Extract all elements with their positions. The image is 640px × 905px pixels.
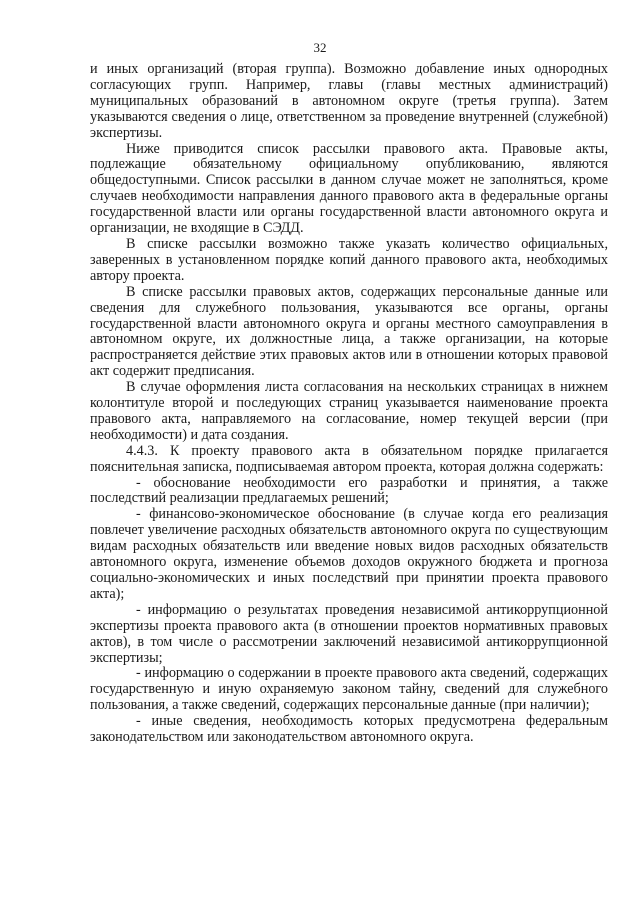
paragraph: В списке рассылки правовых актов, содержащих персональные данные или сведения для служебного пользования, указываются все органы, органы государственной власти автономного округа и органы местного самоуправления в автономном округе, их должностные лица, а также организации, на которые распространяется действие этих правовых актов или в отношении которых правовой акт содержит предписания. xyxy=(90,283,608,380)
list-item: - финансово-экономическое обоснование (в случае когда его реализация повлечет увеличение расходных обязательств автономного округа по существующим видам расходных обязательств или введение новых видов расходных обязательств автономного округа, изменение объемов доходов окружного бюджета и прогноза социально-экономических и иных последствий при принятии проекта правового акта); xyxy=(90,506,608,602)
list-item: - иные сведения, необходимость которых предусмотрена федеральным законодательством или законодательством автономного округа. xyxy=(90,713,608,746)
paragraph: В случае оформления листа согласования на нескольких страницах в нижнем колонтитуле второй и последующих страниц указывается наименование проекта правового акта, направляемого на согласование, номер текущей версии (при необходимости) и дата создания. xyxy=(90,379,608,443)
body-text xyxy=(90,62,608,746)
section-paragraph-4-4-3: 4.4.3. К проекту правового акта в обязательном порядке прилагается пояснительная записка, подписываемая автором проекта, которая должна содержать: xyxy=(90,442,608,475)
list-item: - информацию о результатах проведения независимой антикоррупционной экспертизы проекта правового акта (в отношении проектов нормативных правовых актов), в том числе о рассмотрении заключений независимой антикоррупционной экспертизы; xyxy=(90,601,608,666)
paragraph: В списке рассылки возможно также указать количество официальных, заверенных в установленном порядке копий данного правового акта, необходимых автору проекта. xyxy=(90,235,608,284)
paragraph: и иных организаций (вторая группа). Возможно добавление иных однородных согласующих групп. Например, главы (главы местных администраций) муниципальных образований в автономном округе (третья группа). Затем указываются сведения о лице, ответственном за проведение внутренней (служебной) экспертизы. xyxy=(90,61,608,141)
list-item: - информацию о содержании в проекте правового акта сведений, содержащих государственную и иную охраняемую законом тайну, сведений для служебного пользования, а также сведений, содержащих персональные данные (при наличии); xyxy=(90,665,608,714)
paragraph: Ниже приводится список рассылки правового акта. Правовые акты, подлежащие обязательному официальному опубликованию, являются общедоступными. Список рассылки в данном случае может не заполняться, кроме случаев необходимости направления данного правового акта в федеральные органы государственной власти или органы государственной власти автономного округа и организации, не входящие в СЭДД. xyxy=(90,140,608,237)
list-item: - обоснование необходимости его разработки и принятия, а также последствий реализации предлагаемых решений; xyxy=(90,474,608,507)
page-number: 32 xyxy=(313,40,327,55)
